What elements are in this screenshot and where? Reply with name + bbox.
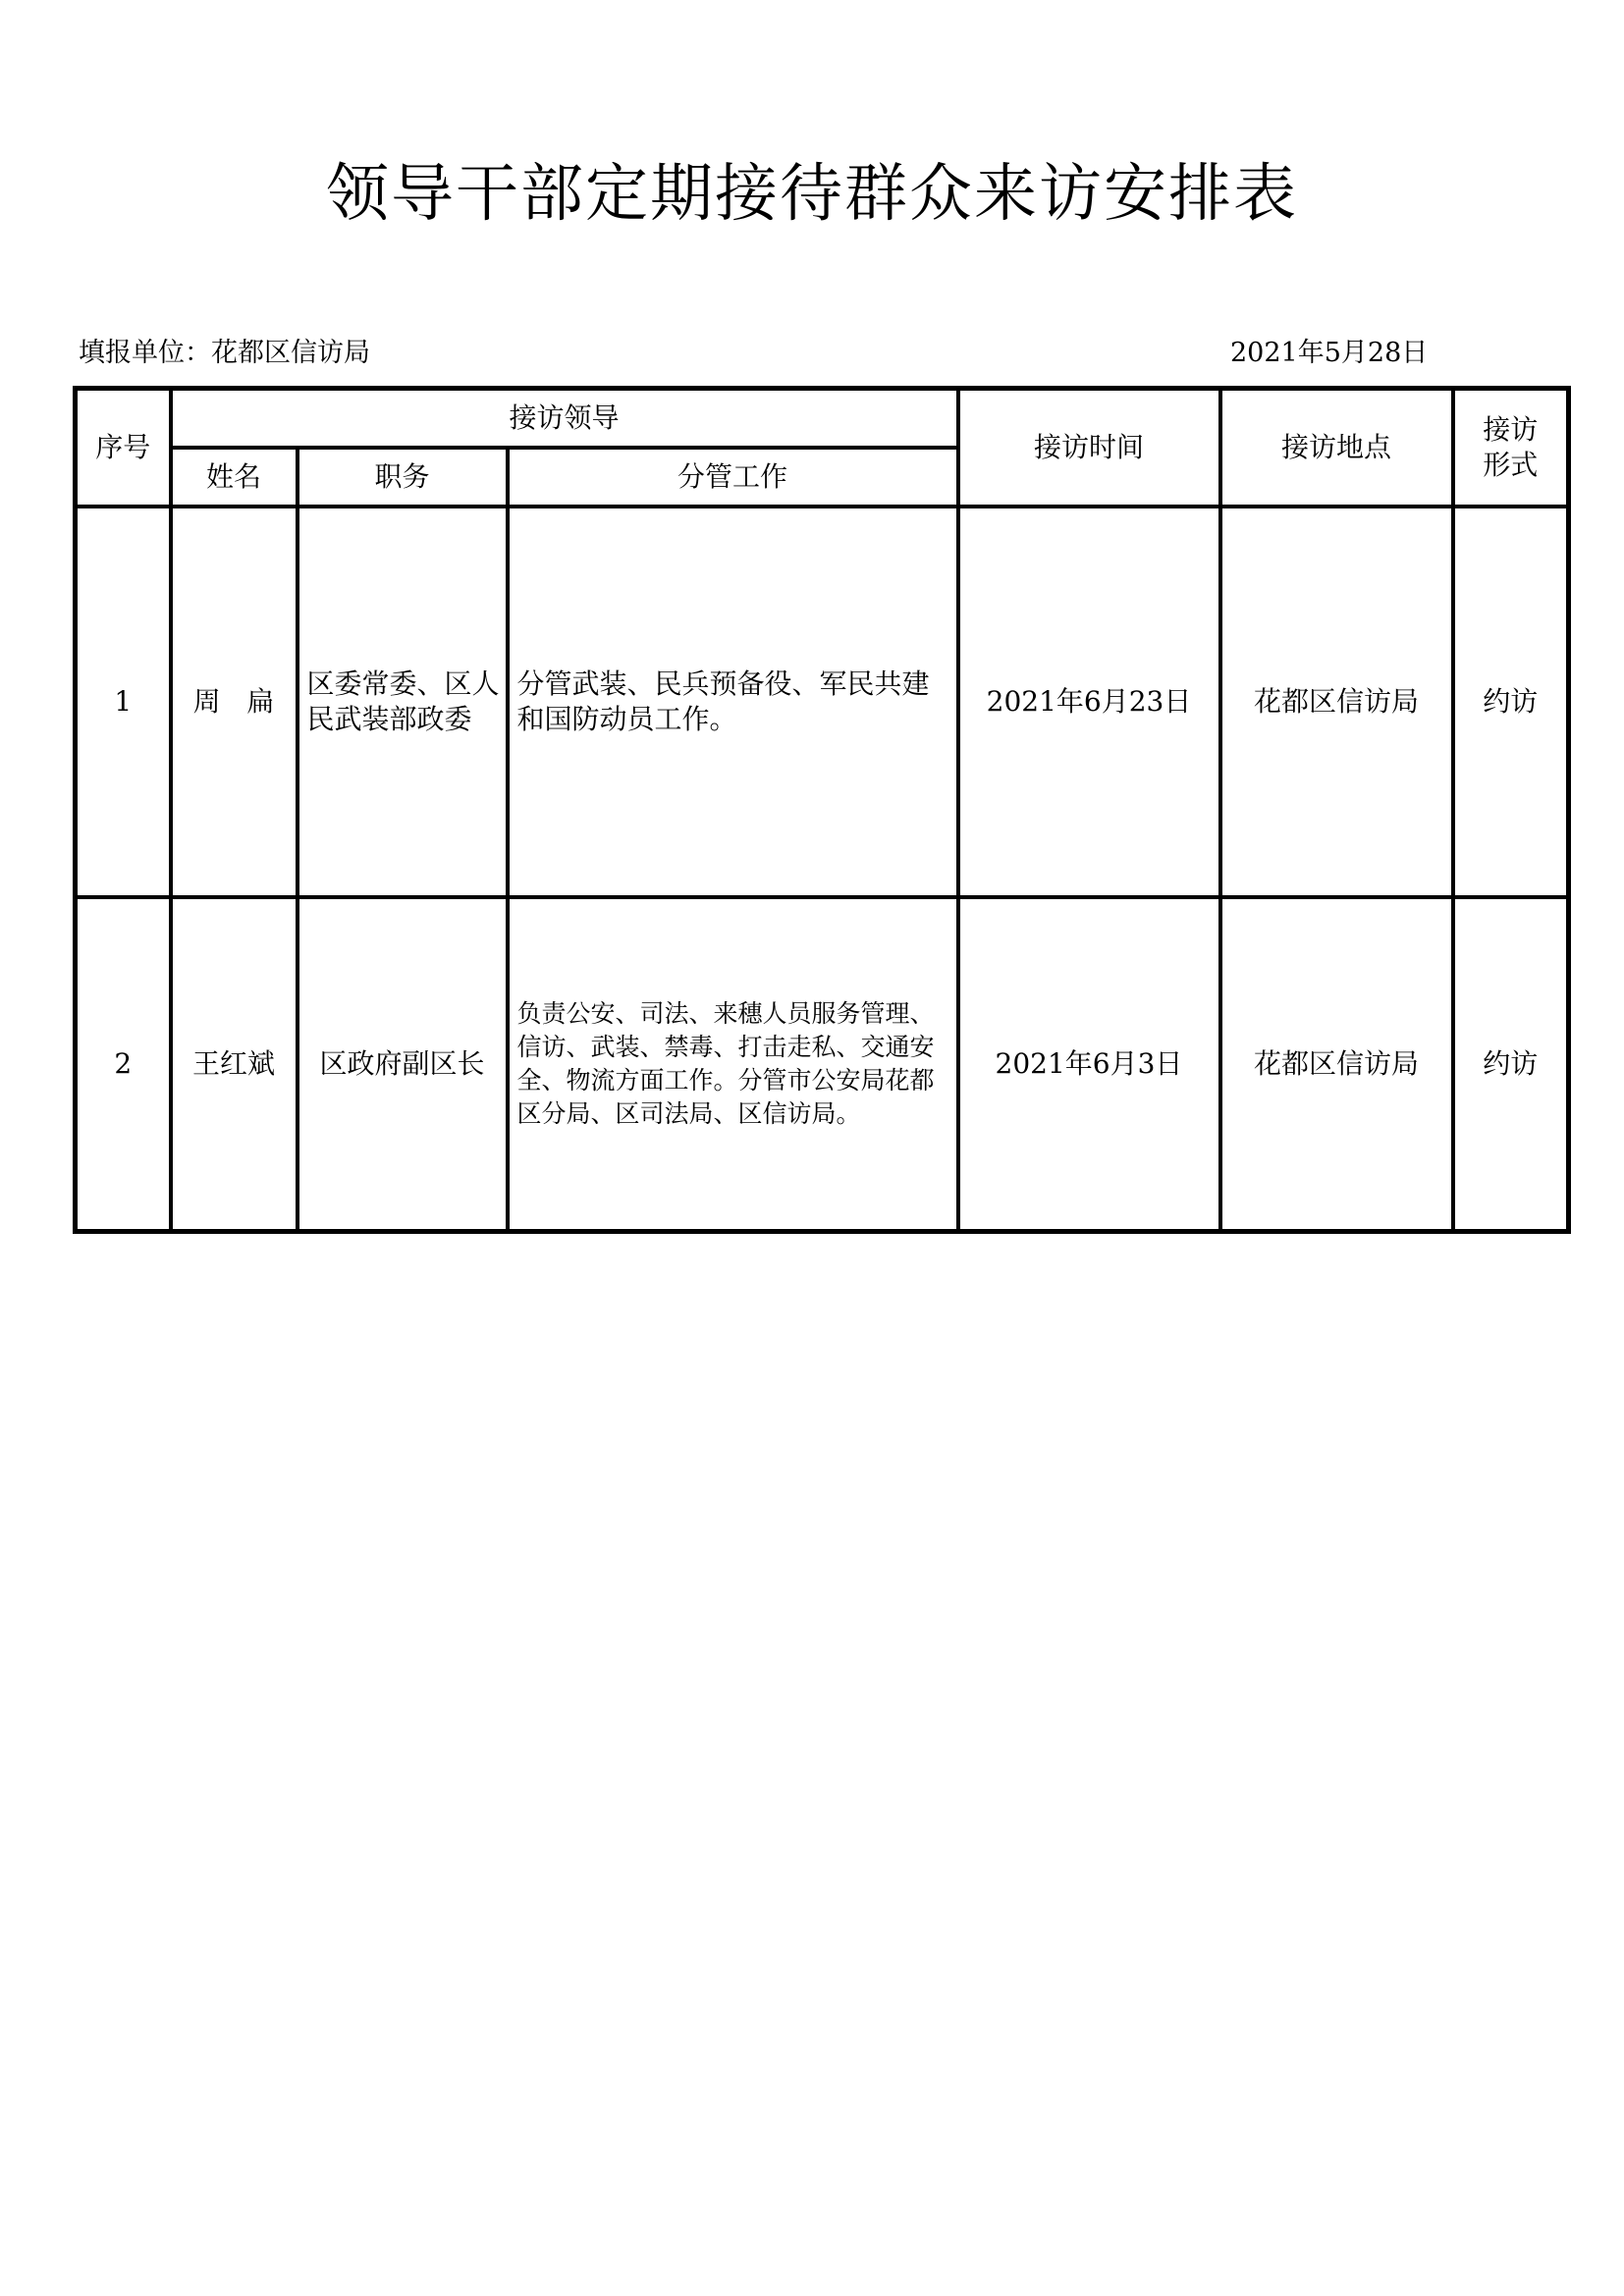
cell-responsibility: 负责公安、司法、来穗人员服务管理、信访、武装、禁毒、打击走私、交通安全、物流方面工作。分管市公安局花都区分局、区司法局、区信访局。 — [508, 897, 958, 1232]
cell-location: 花都区信访局 — [1220, 897, 1453, 1232]
reporting-unit — [79, 336, 370, 371]
header-time: 接访时间 — [958, 389, 1220, 507]
table-row — [76, 897, 1569, 1232]
cell-seq: 1 — [76, 507, 171, 897]
header-position: 职务 — [298, 448, 508, 507]
reporting-unit-value: 花都区信访局 — [211, 338, 370, 368]
table-row — [76, 507, 1569, 897]
reception-schedule-table — [73, 386, 1571, 1234]
cell-form: 约访 — [1453, 507, 1569, 897]
cell-time: 2021年6月23日 — [958, 507, 1220, 897]
header-seq: 序号 — [76, 389, 171, 507]
header-location: 接访地点 — [1220, 389, 1453, 507]
header-responsibility: 分管工作 — [508, 448, 958, 507]
header-form-line2: 形式 — [1483, 448, 1539, 481]
cell-seq: 2 — [76, 897, 171, 1232]
cell-position: 区委常委、区人民武装部政委 — [298, 507, 508, 897]
cell-location: 花都区信访局 — [1220, 507, 1453, 897]
header-row-top — [76, 389, 1569, 448]
header-leader-group: 接访领导 — [171, 389, 958, 448]
cell-responsibility: 分管武装、民兵预备役、军民共建和国防动员工作。 — [508, 507, 958, 897]
document-title: 领导干部定期接待群众来访安排表 — [326, 158, 1298, 231]
cell-form: 约访 — [1453, 897, 1569, 1232]
cell-name: 王红斌 — [171, 897, 298, 1232]
cell-time: 2021年6月3日 — [958, 897, 1220, 1232]
cell-name: 周 扁 — [171, 507, 298, 897]
cell-position: 区政府副区长 — [298, 897, 508, 1232]
header-form-line1: 接访 — [1483, 412, 1539, 446]
header-name: 姓名 — [171, 448, 298, 507]
header-form — [1453, 389, 1569, 507]
report-date: 2021年5月28日 — [1230, 338, 1429, 368]
reporting-unit-label: 填报单位： — [79, 338, 211, 368]
